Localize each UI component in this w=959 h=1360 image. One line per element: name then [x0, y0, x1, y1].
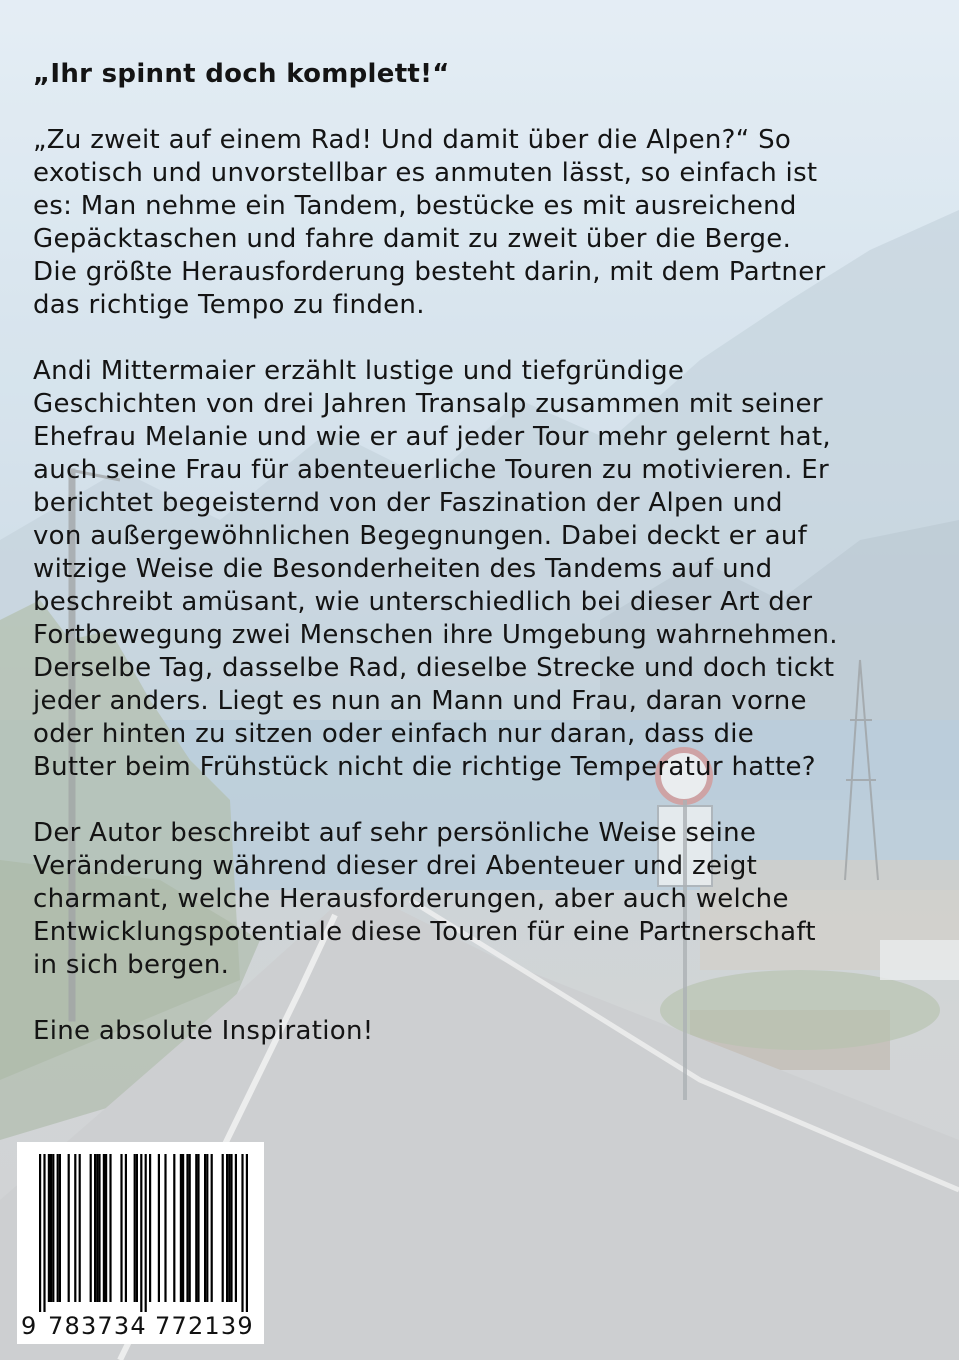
barcode-bar	[125, 1154, 127, 1302]
barcode-bar	[241, 1154, 243, 1312]
barcode-digits	[17, 1312, 264, 1342]
barcode-bar	[222, 1154, 224, 1302]
barcode-bar	[105, 1154, 107, 1302]
barcode-bar	[180, 1154, 182, 1302]
barcode-bar	[68, 1154, 70, 1302]
barcode-bar	[173, 1154, 175, 1302]
paragraph-author: Andi Mittermaier erzählt lustige und tiefgründige Geschichten von drei Jahren Transalp zusammen mit seiner Ehefrau Melanie und wie er auf jeder Tour mehr gelernt hat, auch seine Frau für abenteuerliche Touren zu motivieren. Er berichtet begeisternd von der Faszination der Alpen und von außergewöhnlichen Begegnungen. Dabei deckt er auf witzige Weise die Besonderheiten des Tandems auf und beschreibt amüsant, wie unterschiedlich bei dieser Art der Fortbewegung zwei Menschen ihre Umgebung wahrnehmen. Derselbe Tag, dasselbe Rad, dieselbe Strecke und doch tickt jeder anders. Liegt es nun an Mann und Frau, daran vorne oder hinten zu sitzen oder einfach nur daran, dass die Butter beim Frühstück nicht die richtige Temperatur hatte?	[33, 356, 838, 782]
barcode-bar	[226, 1154, 228, 1302]
barcode-bars	[17, 1142, 264, 1317]
barcode-bar	[79, 1154, 81, 1302]
barcode-bar	[197, 1154, 199, 1302]
barcode-bar	[103, 1154, 105, 1302]
barcode-digit-lead: 9	[21, 1312, 38, 1340]
barcode-bar	[98, 1154, 100, 1302]
barcode-bar	[57, 1154, 59, 1302]
barcode-digit-group-left: 783734	[48, 1312, 147, 1340]
barcode-bar	[120, 1154, 122, 1302]
barcode-bar	[206, 1154, 208, 1302]
barcode-bar	[149, 1154, 151, 1302]
barcode-bar	[186, 1154, 188, 1302]
barcode-bar	[158, 1154, 160, 1302]
barcode-bar	[189, 1154, 191, 1302]
barcode-bar	[204, 1154, 206, 1302]
barcode-bar	[230, 1154, 232, 1302]
barcode-bar	[246, 1154, 248, 1312]
barcode-bar	[74, 1154, 76, 1302]
barcode-bar	[235, 1154, 237, 1302]
barcode-bar	[211, 1154, 213, 1302]
paragraph-closing: Eine absolute Inspiration!	[33, 1016, 374, 1046]
barcode-bar	[109, 1154, 111, 1302]
barcode-digit-group-right: 772139	[155, 1312, 254, 1340]
barcode-bar	[90, 1154, 92, 1302]
barcode-bar	[96, 1154, 98, 1302]
headline: „Ihr spinnt doch komplett!“	[33, 59, 450, 89]
barcode-bar	[52, 1154, 54, 1302]
barcode-bar	[43, 1154, 45, 1312]
barcode-bar	[59, 1154, 61, 1302]
barcode-bar	[228, 1154, 230, 1302]
barcode-bar	[140, 1154, 142, 1312]
barcode-bar	[145, 1154, 147, 1312]
barcode-bar	[48, 1154, 50, 1302]
blurb-text	[33, 58, 933, 1081]
barcode-bar	[39, 1154, 41, 1312]
isbn-barcode	[17, 1142, 264, 1344]
barcode-bar	[182, 1154, 184, 1302]
barcode-bar	[134, 1154, 136, 1302]
barcode-bar	[195, 1154, 197, 1302]
barcode-bar	[164, 1154, 166, 1302]
barcode-bar	[136, 1154, 138, 1302]
paragraph-change: Der Autor beschreibt auf sehr persönliche Weise seine Veränderung während dieser drei Abenteuer und zeigt charmant, welche Herausforderungen, aber auch welche Entwicklungspotentiale diese Touren für eine Partnerschaft in sich bergen.	[33, 818, 816, 980]
barcode-bar	[94, 1154, 96, 1302]
paragraph-intro: „Zu zweit auf einem Rad! Und damit über die Alpen?“ So exotisch und unvorstellbar es anmuten lässt, so einfach ist es: Man nehme ein Tandem, bestücke es mit ausreichend Gepäcktaschen und fahre damit zu zweit über die Berge. Die größte Herausforderung besteht darin, mit dem Partner das richtige Tempo zu finden.	[33, 125, 826, 320]
barcode-bar	[50, 1154, 52, 1302]
